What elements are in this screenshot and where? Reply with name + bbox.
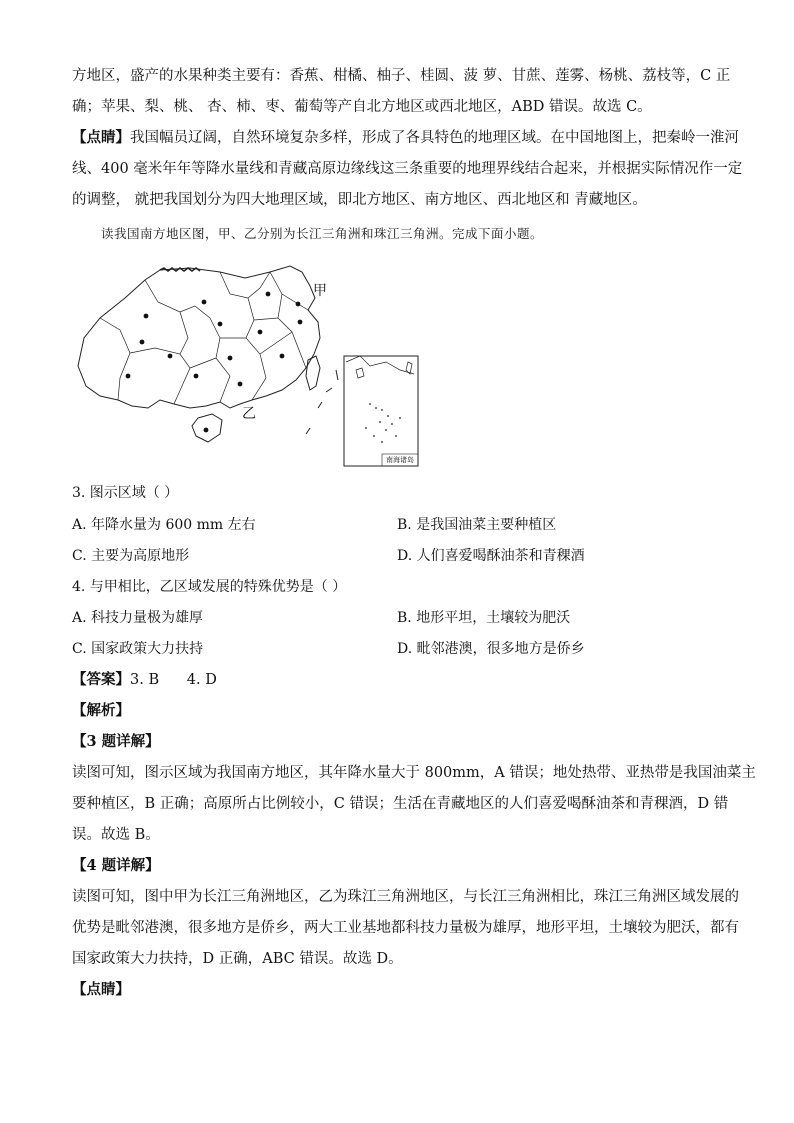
final-heading: 【点睛】 (72, 981, 130, 998)
detail-4-line: 优势是毗邻港澳，很多地方是侨乡，两大工业基地都科技力量极为雄厚，地形平坦，土壤较为肥沃，都有 (72, 920, 739, 936)
analysis-heading: 【解析】 (72, 702, 130, 719)
q3-option-d: D. 人们喜爱喝酥油茶和青稞酒 (397, 548, 585, 564)
south-china-map (70, 258, 422, 470)
island-mark (306, 428, 310, 434)
question-intro: 读我国南方地区图，甲、乙分别为长江三角洲和珠江三角洲。完成下面小题。 (101, 226, 544, 241)
province-boundary (210, 318, 230, 402)
q4-option-d: D. 毗邻港澳，很多地方是侨乡 (397, 641, 585, 657)
label-yi: 乙 (242, 406, 256, 422)
province-boundary (260, 332, 292, 354)
province-boundary (282, 294, 308, 310)
section-heading: 【点睛】 (72, 129, 130, 146)
map-drawing (70, 258, 422, 470)
question-3-stem: 3. 图示区域（ ） (72, 485, 179, 501)
island-mark (336, 370, 338, 380)
answer-text: 3. B 4. D (130, 672, 217, 688)
q3-option-b: B. 是我国油菜主要种植区 (397, 517, 557, 533)
paragraph-line: 的调整， 就把我国划分为四大地理区域，即北方地区、南方地区、西北地区和 青藏地区。 (72, 192, 647, 208)
province-boundary (220, 272, 270, 298)
answer-heading: 【答案】 (72, 671, 130, 688)
paragraph-line: 方地区，盛产的水果种类主要有：香蕉、柑橘、柚子、桂圆、菠 萝、甘蔗、莲雾、杨桃、荔枝等，C 正 (72, 68, 731, 84)
detail-4-line: 读图可知，图中甲为长江三角洲地区，乙为珠江三角洲地区，与长江三角洲相比，珠江三角洲区域发展的 (72, 889, 739, 905)
province-boundary (190, 358, 216, 368)
q4-option-b: B. 地形平坦，土壤较为肥沃 (397, 610, 571, 626)
inset-label: 南海诸岛 (386, 456, 414, 464)
island-mark (318, 402, 322, 408)
province-boundary (246, 298, 266, 400)
question-4-stem: 4. 与甲相比，乙区域发展的特殊优势是（ ） (72, 579, 347, 595)
inset-islands (365, 403, 401, 443)
province-boundary (145, 280, 210, 318)
q4-option-a: A. 科技力量极为雄厚 (72, 610, 204, 626)
label-jia: 甲 (313, 283, 327, 299)
province-boundary (130, 348, 190, 404)
q3-option-c: C. 主要为高原地形 (72, 548, 190, 564)
province-boundary (254, 318, 278, 320)
q3-option-a: A. 年降水量为 600 mm 左右 (72, 517, 256, 533)
city-dots (126, 292, 303, 433)
paragraph-line: 确；苹果、梨、桃、 杏、柿、枣、葡萄等产自北方地区或西北地区，ABD 错误。故选 C。 (72, 99, 652, 115)
detail-4-line: 国家政策大力扶持，D 正确，ABC 错误。故选 D。 (72, 951, 403, 967)
island-mark (326, 388, 332, 392)
q4-option-c: C. 国家政策大力扶持 (72, 641, 204, 657)
detail-3-line: 误。故选 B。 (72, 827, 160, 843)
answer-line (72, 670, 217, 690)
detail-3-line: 读图可知，图示区域为我国南方地区，其年降水量大于 800mm，A 错误；地处热带、亚热带是我国油菜主 (72, 765, 756, 781)
detail-3-heading: 【3 题详解】 (72, 733, 160, 750)
inset-frame (344, 356, 418, 466)
detail-3-line: 要种植区，B 正确；高原所占比例较小，C 错误；生活在青藏地区的人们喜爱喝酥油茶和青稞酒，D 错 (72, 796, 729, 812)
province-boundary (180, 312, 188, 354)
detail-4-heading: 【4 题详解】 (72, 857, 160, 874)
region-outline (78, 266, 320, 408)
inset-hainan (356, 368, 364, 378)
province-boundary (100, 318, 130, 400)
paragraph-text: 我国幅员辽阔，自然环境复杂多样，形成了各具特色的地理区域。在中国地图上，把秦岭一淮河 (130, 130, 739, 146)
taiwan-island (306, 356, 320, 390)
paragraph-line (72, 128, 739, 148)
paragraph-line: 线、400 毫米年年等降水量线和青藏高原边缘线这三条重要的地理界线结合起来，并根据实际情况作一定 (72, 161, 743, 177)
